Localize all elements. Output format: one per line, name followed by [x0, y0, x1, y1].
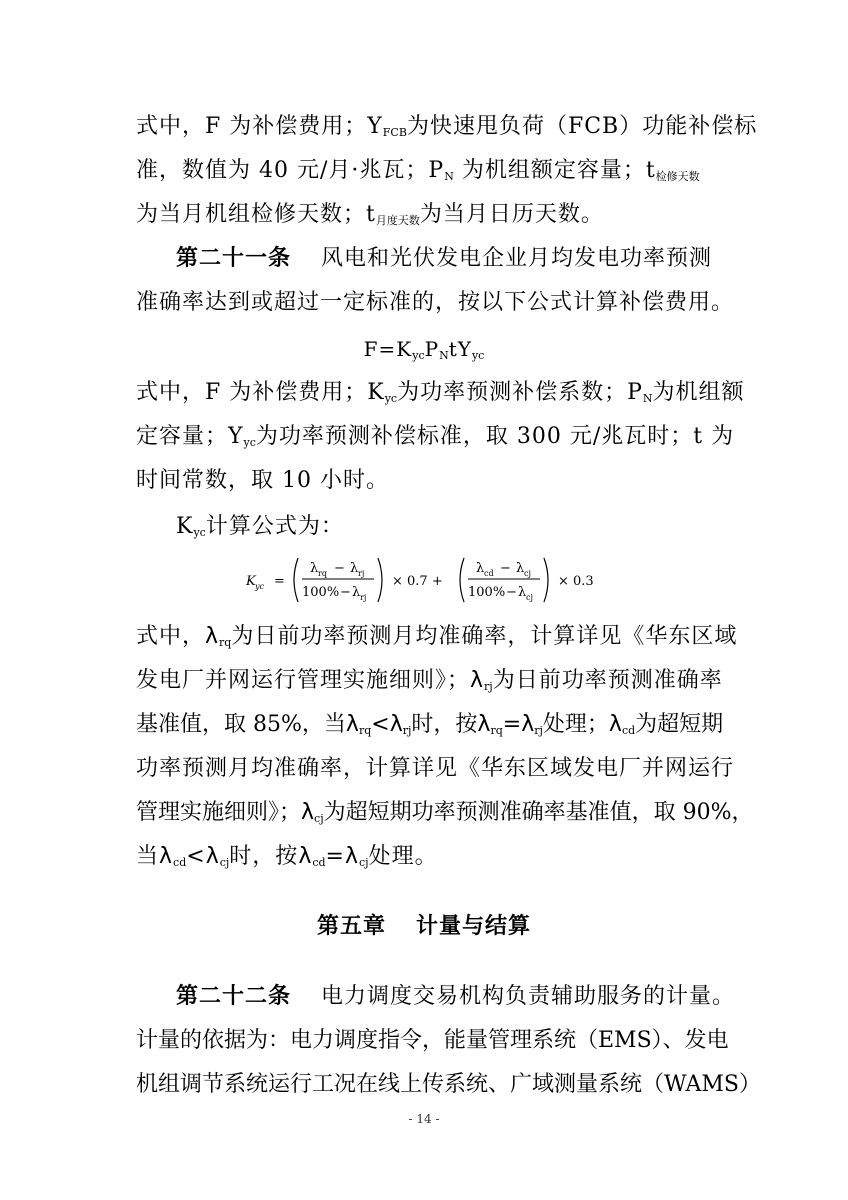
svg-text:rj: rj: [360, 593, 367, 602]
para3-line3: 基准值，取 85%，当$\lambda_{rq}<\lambda_{rj}$时，按$\lambda_{rq}=\lambda_{rj}$处理；$\lambda_{cd}$为超短期: [136, 712, 724, 737]
svg-text:−: −: [340, 585, 351, 600]
svg-text:−: −: [334, 561, 345, 576]
article22-line1: 第二十二条 电力调度交易机构负责辅助服务的计量。: [176, 984, 736, 1009]
chapter-title: 计量与结算: [416, 914, 532, 939]
svg-text:cd: cd: [484, 569, 494, 578]
svg-text:rj: rj: [358, 569, 365, 578]
chapter-number: 第五章: [316, 914, 386, 939]
chapter-heading: [0, 912, 848, 942]
para1-line2: 准，数值为 40 元/月·兆瓦；$P_N$ 为机组额定容量；$t_{检修天数}$: [136, 158, 700, 183]
para2-line3: 时间常数，取 10 小时。: [136, 468, 389, 493]
para3-line6: 当$\lambda_{cd}<\lambda_{cj}$时，按$\lambda_{cd}=\lambda_{cj}$处理。: [136, 844, 438, 869]
article21-title: 第二十一条: [176, 246, 292, 271]
svg-text:λ: λ: [518, 585, 527, 600]
kyc-label: $K_{yc}$计算公式为：: [176, 514, 344, 539]
kyc-lhs-sub: yc: [255, 582, 264, 591]
kyc-eq: =: [274, 574, 285, 589]
times-07: × 0.7 +: [392, 574, 443, 589]
kyc-lhs: K: [246, 574, 256, 589]
kyc-formula: [246, 552, 626, 608]
svg-text:cj: cj: [524, 569, 531, 578]
num1-lam-a: λ: [310, 561, 319, 576]
svg-text:λ: λ: [516, 561, 525, 576]
para2-line1: 式中，F 为补偿费用；$K_{yc}$为功率预测补偿系数；$P_N$为机组额: [136, 380, 745, 405]
formula-f: $F=K_{yc}P_NtY_{yc}$: [363, 337, 485, 362]
para3-line1: 式中，$\lambda_{rq}$为日前功率预测月均准确率，计算详见《华东区域: [136, 624, 738, 649]
svg-text:100%: 100%: [302, 585, 340, 600]
times-03: × 0.3: [558, 574, 594, 589]
article21-line1: 第二十一条 风电和光伏发电企业月均发电功率预测: [176, 246, 713, 271]
svg-text:−: −: [500, 561, 511, 576]
para3-line5: 管理实施细则》；$\lambda_{cj}$为超短期功率预测准确率基准值，取 90%，: [136, 800, 754, 825]
para1-line1: 式中，F 为补偿费用；$Y_{FCB}$为快速甩负荷（FCB）功能补偿标: [136, 114, 758, 139]
article21-line2: 准确率达到或超过一定标准的，按以下公式计算补偿费用。: [136, 290, 735, 315]
svg-text:rq: rq: [318, 569, 327, 578]
para3-line4: 功率预测月均准确率，计算详见《华东区域发电厂并网运行: [136, 756, 735, 781]
svg-text:λ: λ: [352, 585, 361, 600]
para2-line2: 定容量；$Y_{yc}$为功率预测补偿标准，取 300 元/兆瓦时；t 为: [136, 424, 735, 449]
svg-text:λ: λ: [350, 561, 359, 576]
article22-line3: 机组调节系统运行工况在线上传系统、广域测量系统（WAMS）: [136, 1072, 762, 1097]
page-number: - 14 -: [408, 1112, 440, 1126]
para3-line2: 发电厂并网运行管理实施细则》；$\lambda_{rj}$为日前功率预测准确率: [136, 668, 723, 693]
svg-text:λ: λ: [476, 561, 485, 576]
article22-line2: 计量的依据为：电力调度指令，能量管理系统（EMS）、发电: [136, 1028, 729, 1053]
para1-line3: 为当月机组检修天数；$t_{月度天数}$为当月日历天数。: [136, 202, 604, 227]
svg-text:100%: 100%: [468, 585, 506, 600]
svg-text:cj: cj: [526, 593, 533, 602]
svg-text:−: −: [506, 585, 517, 600]
article22-title: 第二十二条: [176, 984, 292, 1009]
